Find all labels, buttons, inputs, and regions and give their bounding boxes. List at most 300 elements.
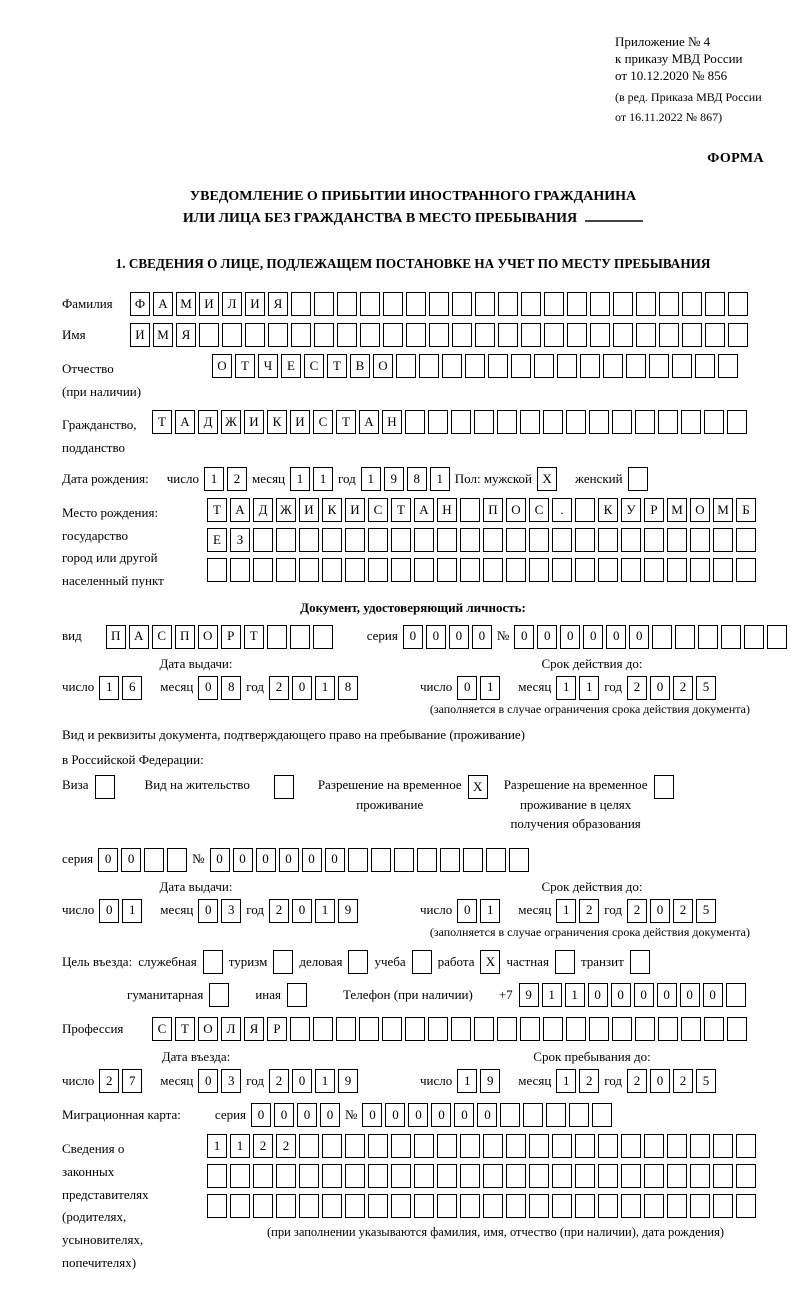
form-cell[interactable]: 0 bbox=[472, 625, 492, 649]
form-cell[interactable]: И bbox=[345, 498, 365, 522]
form-cell[interactable] bbox=[391, 1194, 411, 1218]
form-cell[interactable] bbox=[299, 1134, 319, 1158]
form-cell[interactable] bbox=[529, 1134, 549, 1158]
form-cell[interactable] bbox=[391, 558, 411, 582]
form-cell[interactable]: С bbox=[152, 625, 172, 649]
form-cell[interactable] bbox=[644, 1194, 664, 1218]
form-cell[interactable] bbox=[474, 1017, 494, 1041]
form-cell[interactable] bbox=[552, 558, 572, 582]
form-cell[interactable]: О bbox=[212, 354, 232, 378]
form-cell[interactable] bbox=[383, 323, 403, 347]
form-cell[interactable]: И bbox=[199, 292, 219, 316]
form-cell[interactable] bbox=[417, 848, 437, 872]
form-cell[interactable] bbox=[736, 1164, 756, 1188]
form-cell[interactable]: 0 bbox=[302, 848, 322, 872]
form-cell[interactable]: 1 bbox=[204, 467, 224, 491]
form-cell[interactable] bbox=[460, 498, 480, 522]
form-cell[interactable] bbox=[506, 1194, 526, 1218]
form-cell[interactable] bbox=[475, 292, 495, 316]
form-cell[interactable] bbox=[521, 292, 541, 316]
form-cell[interactable] bbox=[451, 410, 471, 434]
form-cell[interactable] bbox=[428, 1017, 448, 1041]
form-cell[interactable] bbox=[667, 1194, 687, 1218]
form-cell[interactable]: 1 bbox=[122, 899, 142, 923]
form-cell[interactable] bbox=[567, 292, 587, 316]
form-cell[interactable] bbox=[672, 354, 692, 378]
form-cell[interactable]: Я bbox=[244, 1017, 264, 1041]
form-cell[interactable]: Т bbox=[235, 354, 255, 378]
form-cell[interactable] bbox=[414, 1194, 434, 1218]
form-cell[interactable]: С bbox=[313, 410, 333, 434]
form-cell[interactable] bbox=[203, 950, 223, 974]
form-cell[interactable]: А bbox=[230, 498, 250, 522]
form-cell[interactable]: 0 bbox=[657, 983, 677, 1007]
form-cell[interactable] bbox=[497, 1017, 517, 1041]
form-cell[interactable]: 1 bbox=[556, 676, 576, 700]
form-cell[interactable]: Т bbox=[175, 1017, 195, 1041]
form-cell[interactable] bbox=[253, 528, 273, 552]
form-cell[interactable] bbox=[649, 354, 669, 378]
form-cell[interactable] bbox=[95, 775, 115, 799]
form-cell[interactable]: 1 bbox=[480, 899, 500, 923]
form-cell[interactable]: М bbox=[667, 498, 687, 522]
form-cell[interactable] bbox=[567, 323, 587, 347]
form-cell[interactable]: З bbox=[230, 528, 250, 552]
form-cell[interactable]: 2 bbox=[276, 1134, 296, 1158]
form-cell[interactable] bbox=[230, 558, 250, 582]
form-cell[interactable] bbox=[736, 1134, 756, 1158]
form-cell[interactable] bbox=[589, 1017, 609, 1041]
form-cell[interactable]: 0 bbox=[198, 676, 218, 700]
form-cell[interactable]: А bbox=[175, 410, 195, 434]
form-cell[interactable] bbox=[276, 528, 296, 552]
form-cell[interactable] bbox=[690, 1194, 710, 1218]
form-cell[interactable]: . bbox=[552, 498, 572, 522]
form-cell[interactable]: 0 bbox=[537, 625, 557, 649]
form-cell[interactable]: 0 bbox=[606, 625, 626, 649]
form-cell[interactable]: 1 bbox=[207, 1134, 227, 1158]
form-cell[interactable]: Ч bbox=[258, 354, 278, 378]
form-cell[interactable]: 0 bbox=[279, 848, 299, 872]
form-cell[interactable] bbox=[488, 354, 508, 378]
form-cell[interactable]: 8 bbox=[221, 676, 241, 700]
form-cell[interactable] bbox=[391, 528, 411, 552]
form-cell[interactable] bbox=[682, 323, 702, 347]
form-cell[interactable] bbox=[767, 625, 787, 649]
form-cell[interactable] bbox=[437, 528, 457, 552]
form-cell[interactable]: 0 bbox=[588, 983, 608, 1007]
form-cell[interactable] bbox=[658, 1017, 678, 1041]
form-cell[interactable] bbox=[345, 1194, 365, 1218]
form-cell[interactable] bbox=[726, 983, 746, 1007]
form-cell[interactable] bbox=[406, 292, 426, 316]
form-cell[interactable]: 0 bbox=[650, 1069, 670, 1093]
form-cell[interactable] bbox=[345, 1164, 365, 1188]
form-cell[interactable] bbox=[207, 1194, 227, 1218]
form-cell[interactable] bbox=[167, 848, 187, 872]
form-cell[interactable] bbox=[414, 1164, 434, 1188]
form-cell[interactable] bbox=[621, 528, 641, 552]
form-cell[interactable]: 0 bbox=[292, 676, 312, 700]
form-cell[interactable] bbox=[483, 1164, 503, 1188]
form-cell[interactable] bbox=[713, 528, 733, 552]
form-cell[interactable]: А bbox=[129, 625, 149, 649]
form-cell[interactable] bbox=[460, 1134, 480, 1158]
form-cell[interactable] bbox=[675, 625, 695, 649]
form-cell[interactable] bbox=[744, 625, 764, 649]
form-cell[interactable]: 0 bbox=[251, 1103, 271, 1127]
form-cell[interactable]: О bbox=[690, 498, 710, 522]
form-cell[interactable] bbox=[276, 1194, 296, 1218]
form-cell[interactable]: М bbox=[176, 292, 196, 316]
form-cell[interactable]: Т bbox=[391, 498, 411, 522]
form-cell[interactable]: 2 bbox=[99, 1069, 119, 1093]
form-cell[interactable] bbox=[253, 1194, 273, 1218]
form-cell[interactable] bbox=[690, 558, 710, 582]
form-cell[interactable]: 1 bbox=[315, 676, 335, 700]
form-cell[interactable]: 0 bbox=[457, 676, 477, 700]
form-cell[interactable]: С bbox=[368, 498, 388, 522]
form-cell[interactable] bbox=[268, 323, 288, 347]
form-cell[interactable] bbox=[291, 323, 311, 347]
form-cell[interactable] bbox=[314, 292, 334, 316]
form-cell[interactable] bbox=[414, 528, 434, 552]
form-cell[interactable] bbox=[452, 323, 472, 347]
form-cell[interactable]: 1 bbox=[579, 676, 599, 700]
form-cell[interactable] bbox=[460, 528, 480, 552]
form-cell[interactable] bbox=[698, 625, 718, 649]
form-cell[interactable]: 0 bbox=[292, 1069, 312, 1093]
form-cell[interactable] bbox=[509, 848, 529, 872]
form-cell[interactable]: 0 bbox=[514, 625, 534, 649]
form-cell[interactable]: 0 bbox=[233, 848, 253, 872]
form-cell[interactable]: И bbox=[244, 410, 264, 434]
form-cell[interactable]: В bbox=[350, 354, 370, 378]
form-cell[interactable] bbox=[520, 1017, 540, 1041]
form-cell[interactable] bbox=[636, 323, 656, 347]
form-cell[interactable] bbox=[313, 625, 333, 649]
form-cell[interactable] bbox=[621, 1164, 641, 1188]
form-cell[interactable]: К bbox=[267, 410, 287, 434]
form-cell[interactable] bbox=[368, 1134, 388, 1158]
form-cell[interactable] bbox=[412, 950, 432, 974]
form-cell[interactable] bbox=[598, 528, 618, 552]
form-cell[interactable] bbox=[652, 625, 672, 649]
form-cell[interactable] bbox=[437, 1194, 457, 1218]
form-cell[interactable] bbox=[667, 558, 687, 582]
form-cell[interactable] bbox=[337, 323, 357, 347]
form-cell[interactable]: 0 bbox=[634, 983, 654, 1007]
form-cell[interactable] bbox=[644, 1134, 664, 1158]
form-cell[interactable]: 2 bbox=[579, 1069, 599, 1093]
form-cell[interactable]: Р bbox=[221, 625, 241, 649]
form-cell[interactable] bbox=[371, 848, 391, 872]
form-cell[interactable]: 7 bbox=[122, 1069, 142, 1093]
form-cell[interactable]: У bbox=[621, 498, 641, 522]
form-cell[interactable] bbox=[475, 323, 495, 347]
form-cell[interactable] bbox=[713, 1194, 733, 1218]
form-cell[interactable] bbox=[437, 1134, 457, 1158]
form-cell[interactable] bbox=[566, 410, 586, 434]
form-cell[interactable]: 0 bbox=[680, 983, 700, 1007]
form-cell[interactable] bbox=[500, 1103, 520, 1127]
form-cell[interactable]: 2 bbox=[627, 899, 647, 923]
form-cell[interactable]: Т bbox=[336, 410, 356, 434]
form-cell[interactable] bbox=[728, 323, 748, 347]
form-cell[interactable]: Е bbox=[281, 354, 301, 378]
form-cell[interactable] bbox=[483, 1194, 503, 1218]
form-cell[interactable] bbox=[575, 528, 595, 552]
form-cell[interactable]: 8 bbox=[407, 467, 427, 491]
form-cell[interactable]: Ж bbox=[221, 410, 241, 434]
form-cell[interactable] bbox=[360, 323, 380, 347]
form-cell[interactable] bbox=[575, 558, 595, 582]
form-cell[interactable] bbox=[498, 323, 518, 347]
form-cell[interactable]: 1 bbox=[480, 676, 500, 700]
form-cell[interactable]: Ж bbox=[276, 498, 296, 522]
form-cell[interactable] bbox=[414, 1134, 434, 1158]
form-cell[interactable] bbox=[667, 528, 687, 552]
form-cell[interactable]: 0 bbox=[454, 1103, 474, 1127]
form-cell[interactable] bbox=[658, 410, 678, 434]
form-cell[interactable]: М bbox=[713, 498, 733, 522]
form-cell[interactable] bbox=[705, 292, 725, 316]
form-cell[interactable] bbox=[713, 1164, 733, 1188]
form-cell[interactable]: 5 bbox=[696, 1069, 716, 1093]
form-cell[interactable] bbox=[557, 354, 577, 378]
form-cell[interactable]: Р bbox=[267, 1017, 287, 1041]
form-cell[interactable]: 0 bbox=[403, 625, 423, 649]
form-cell[interactable] bbox=[644, 528, 664, 552]
form-cell[interactable] bbox=[368, 528, 388, 552]
form-cell[interactable]: С bbox=[529, 498, 549, 522]
form-cell[interactable] bbox=[704, 1017, 724, 1041]
form-cell[interactable] bbox=[405, 410, 425, 434]
form-cell[interactable] bbox=[382, 1017, 402, 1041]
form-cell[interactable] bbox=[199, 323, 219, 347]
form-cell[interactable] bbox=[273, 950, 293, 974]
form-cell[interactable]: 0 bbox=[320, 1103, 340, 1127]
form-cell[interactable]: 0 bbox=[583, 625, 603, 649]
form-cell[interactable]: И bbox=[299, 498, 319, 522]
form-cell[interactable] bbox=[635, 410, 655, 434]
form-cell[interactable] bbox=[460, 1164, 480, 1188]
form-cell[interactable]: 0 bbox=[99, 899, 119, 923]
form-cell[interactable]: 1 bbox=[430, 467, 450, 491]
form-cell[interactable]: 2 bbox=[579, 899, 599, 923]
form-cell[interactable]: X bbox=[468, 775, 488, 799]
form-cell[interactable] bbox=[511, 354, 531, 378]
form-cell[interactable] bbox=[546, 1103, 566, 1127]
form-cell[interactable] bbox=[529, 1194, 549, 1218]
form-cell[interactable] bbox=[713, 558, 733, 582]
form-cell[interactable] bbox=[681, 410, 701, 434]
form-cell[interactable]: 1 bbox=[565, 983, 585, 1007]
form-cell[interactable] bbox=[368, 558, 388, 582]
form-cell[interactable] bbox=[348, 950, 368, 974]
form-cell[interactable] bbox=[497, 410, 517, 434]
form-cell[interactable] bbox=[322, 1164, 342, 1188]
form-cell[interactable]: А bbox=[153, 292, 173, 316]
form-cell[interactable]: 1 bbox=[315, 899, 335, 923]
form-cell[interactable]: О bbox=[198, 1017, 218, 1041]
form-cell[interactable] bbox=[483, 528, 503, 552]
form-cell[interactable] bbox=[276, 1164, 296, 1188]
form-cell[interactable] bbox=[659, 323, 679, 347]
form-cell[interactable] bbox=[575, 1134, 595, 1158]
form-cell[interactable] bbox=[451, 1017, 471, 1041]
form-cell[interactable] bbox=[529, 1164, 549, 1188]
form-cell[interactable] bbox=[345, 528, 365, 552]
form-cell[interactable] bbox=[575, 1194, 595, 1218]
form-cell[interactable] bbox=[230, 1164, 250, 1188]
form-cell[interactable]: П bbox=[175, 625, 195, 649]
form-cell[interactable] bbox=[486, 848, 506, 872]
form-cell[interactable] bbox=[695, 354, 715, 378]
form-cell[interactable]: Л bbox=[221, 1017, 241, 1041]
form-cell[interactable]: 0 bbox=[325, 848, 345, 872]
form-cell[interactable] bbox=[483, 1134, 503, 1158]
form-cell[interactable] bbox=[299, 558, 319, 582]
form-cell[interactable] bbox=[313, 1017, 333, 1041]
form-cell[interactable] bbox=[437, 1164, 457, 1188]
form-cell[interactable]: 0 bbox=[477, 1103, 497, 1127]
form-cell[interactable] bbox=[736, 558, 756, 582]
form-cell[interactable] bbox=[690, 1134, 710, 1158]
form-cell[interactable]: П bbox=[106, 625, 126, 649]
form-cell[interactable] bbox=[590, 323, 610, 347]
form-cell[interactable]: 2 bbox=[269, 676, 289, 700]
form-cell[interactable]: 2 bbox=[673, 1069, 693, 1093]
form-cell[interactable] bbox=[414, 558, 434, 582]
form-cell[interactable] bbox=[534, 354, 554, 378]
form-cell[interactable]: 8 bbox=[338, 676, 358, 700]
form-cell[interactable]: Я bbox=[268, 292, 288, 316]
form-cell[interactable] bbox=[612, 410, 632, 434]
form-cell[interactable] bbox=[630, 950, 650, 974]
form-cell[interactable] bbox=[552, 528, 572, 552]
form-cell[interactable] bbox=[253, 558, 273, 582]
form-cell[interactable] bbox=[291, 292, 311, 316]
form-cell[interactable]: 9 bbox=[384, 467, 404, 491]
form-cell[interactable]: 0 bbox=[292, 899, 312, 923]
form-cell[interactable] bbox=[314, 323, 334, 347]
form-cell[interactable]: 3 bbox=[221, 1069, 241, 1093]
form-cell[interactable]: 2 bbox=[627, 676, 647, 700]
form-cell[interactable] bbox=[727, 1017, 747, 1041]
form-cell[interactable] bbox=[391, 1164, 411, 1188]
form-cell[interactable] bbox=[267, 625, 287, 649]
form-cell[interactable] bbox=[360, 292, 380, 316]
form-cell[interactable]: 1 bbox=[556, 899, 576, 923]
form-cell[interactable] bbox=[442, 354, 462, 378]
form-cell[interactable]: 0 bbox=[362, 1103, 382, 1127]
form-cell[interactable] bbox=[636, 292, 656, 316]
form-cell[interactable]: 9 bbox=[480, 1069, 500, 1093]
form-cell[interactable] bbox=[718, 354, 738, 378]
form-cell[interactable]: Р bbox=[644, 498, 664, 522]
form-cell[interactable]: X bbox=[537, 467, 557, 491]
form-cell[interactable]: 1 bbox=[315, 1069, 335, 1093]
form-cell[interactable] bbox=[721, 625, 741, 649]
form-cell[interactable]: Т bbox=[152, 410, 172, 434]
form-cell[interactable] bbox=[543, 1017, 563, 1041]
form-cell[interactable] bbox=[336, 1017, 356, 1041]
form-cell[interactable]: А bbox=[359, 410, 379, 434]
form-cell[interactable]: А bbox=[414, 498, 434, 522]
form-cell[interactable]: 9 bbox=[338, 899, 358, 923]
form-cell[interactable] bbox=[644, 1164, 664, 1188]
form-cell[interactable]: 0 bbox=[274, 1103, 294, 1127]
form-cell[interactable] bbox=[575, 1164, 595, 1188]
form-cell[interactable]: О bbox=[198, 625, 218, 649]
form-cell[interactable]: 2 bbox=[253, 1134, 273, 1158]
form-cell[interactable]: 9 bbox=[519, 983, 539, 1007]
form-cell[interactable]: 0 bbox=[650, 676, 670, 700]
form-cell[interactable] bbox=[598, 558, 618, 582]
form-cell[interactable] bbox=[635, 1017, 655, 1041]
form-cell[interactable]: Н bbox=[382, 410, 402, 434]
form-cell[interactable]: 5 bbox=[696, 676, 716, 700]
form-cell[interactable] bbox=[368, 1194, 388, 1218]
form-cell[interactable]: 0 bbox=[297, 1103, 317, 1127]
form-cell[interactable] bbox=[290, 625, 310, 649]
form-cell[interactable] bbox=[659, 292, 679, 316]
form-cell[interactable] bbox=[544, 292, 564, 316]
form-cell[interactable]: Я bbox=[176, 323, 196, 347]
form-cell[interactable]: Т bbox=[327, 354, 347, 378]
form-cell[interactable] bbox=[598, 1134, 618, 1158]
form-cell[interactable]: М bbox=[153, 323, 173, 347]
form-cell[interactable] bbox=[621, 558, 641, 582]
form-cell[interactable]: 0 bbox=[210, 848, 230, 872]
form-cell[interactable]: Т bbox=[207, 498, 227, 522]
form-cell[interactable] bbox=[704, 410, 724, 434]
form-cell[interactable] bbox=[612, 1017, 632, 1041]
form-cell[interactable]: Т bbox=[244, 625, 264, 649]
form-cell[interactable]: 0 bbox=[121, 848, 141, 872]
form-cell[interactable] bbox=[506, 1134, 526, 1158]
form-cell[interactable]: 3 bbox=[221, 899, 241, 923]
form-cell[interactable]: К bbox=[322, 498, 342, 522]
form-cell[interactable] bbox=[544, 323, 564, 347]
form-cell[interactable] bbox=[322, 1134, 342, 1158]
form-cell[interactable] bbox=[245, 323, 265, 347]
form-cell[interactable] bbox=[592, 1103, 612, 1127]
form-cell[interactable]: К bbox=[598, 498, 618, 522]
form-cell[interactable] bbox=[474, 410, 494, 434]
form-cell[interactable] bbox=[529, 528, 549, 552]
form-cell[interactable] bbox=[736, 528, 756, 552]
form-cell[interactable] bbox=[598, 1164, 618, 1188]
form-cell[interactable] bbox=[209, 983, 229, 1007]
form-cell[interactable]: 0 bbox=[431, 1103, 451, 1127]
form-cell[interactable]: П bbox=[483, 498, 503, 522]
form-cell[interactable] bbox=[566, 1017, 586, 1041]
form-cell[interactable] bbox=[727, 410, 747, 434]
form-cell[interactable] bbox=[713, 1134, 733, 1158]
form-cell[interactable] bbox=[569, 1103, 589, 1127]
form-cell[interactable] bbox=[590, 292, 610, 316]
form-cell[interactable] bbox=[654, 775, 674, 799]
form-cell[interactable]: 1 bbox=[542, 983, 562, 1007]
form-cell[interactable] bbox=[529, 558, 549, 582]
form-cell[interactable]: 1 bbox=[361, 467, 381, 491]
form-cell[interactable]: 0 bbox=[408, 1103, 428, 1127]
form-cell[interactable]: Ф bbox=[130, 292, 150, 316]
form-cell[interactable] bbox=[299, 528, 319, 552]
form-cell[interactable]: 0 bbox=[650, 899, 670, 923]
